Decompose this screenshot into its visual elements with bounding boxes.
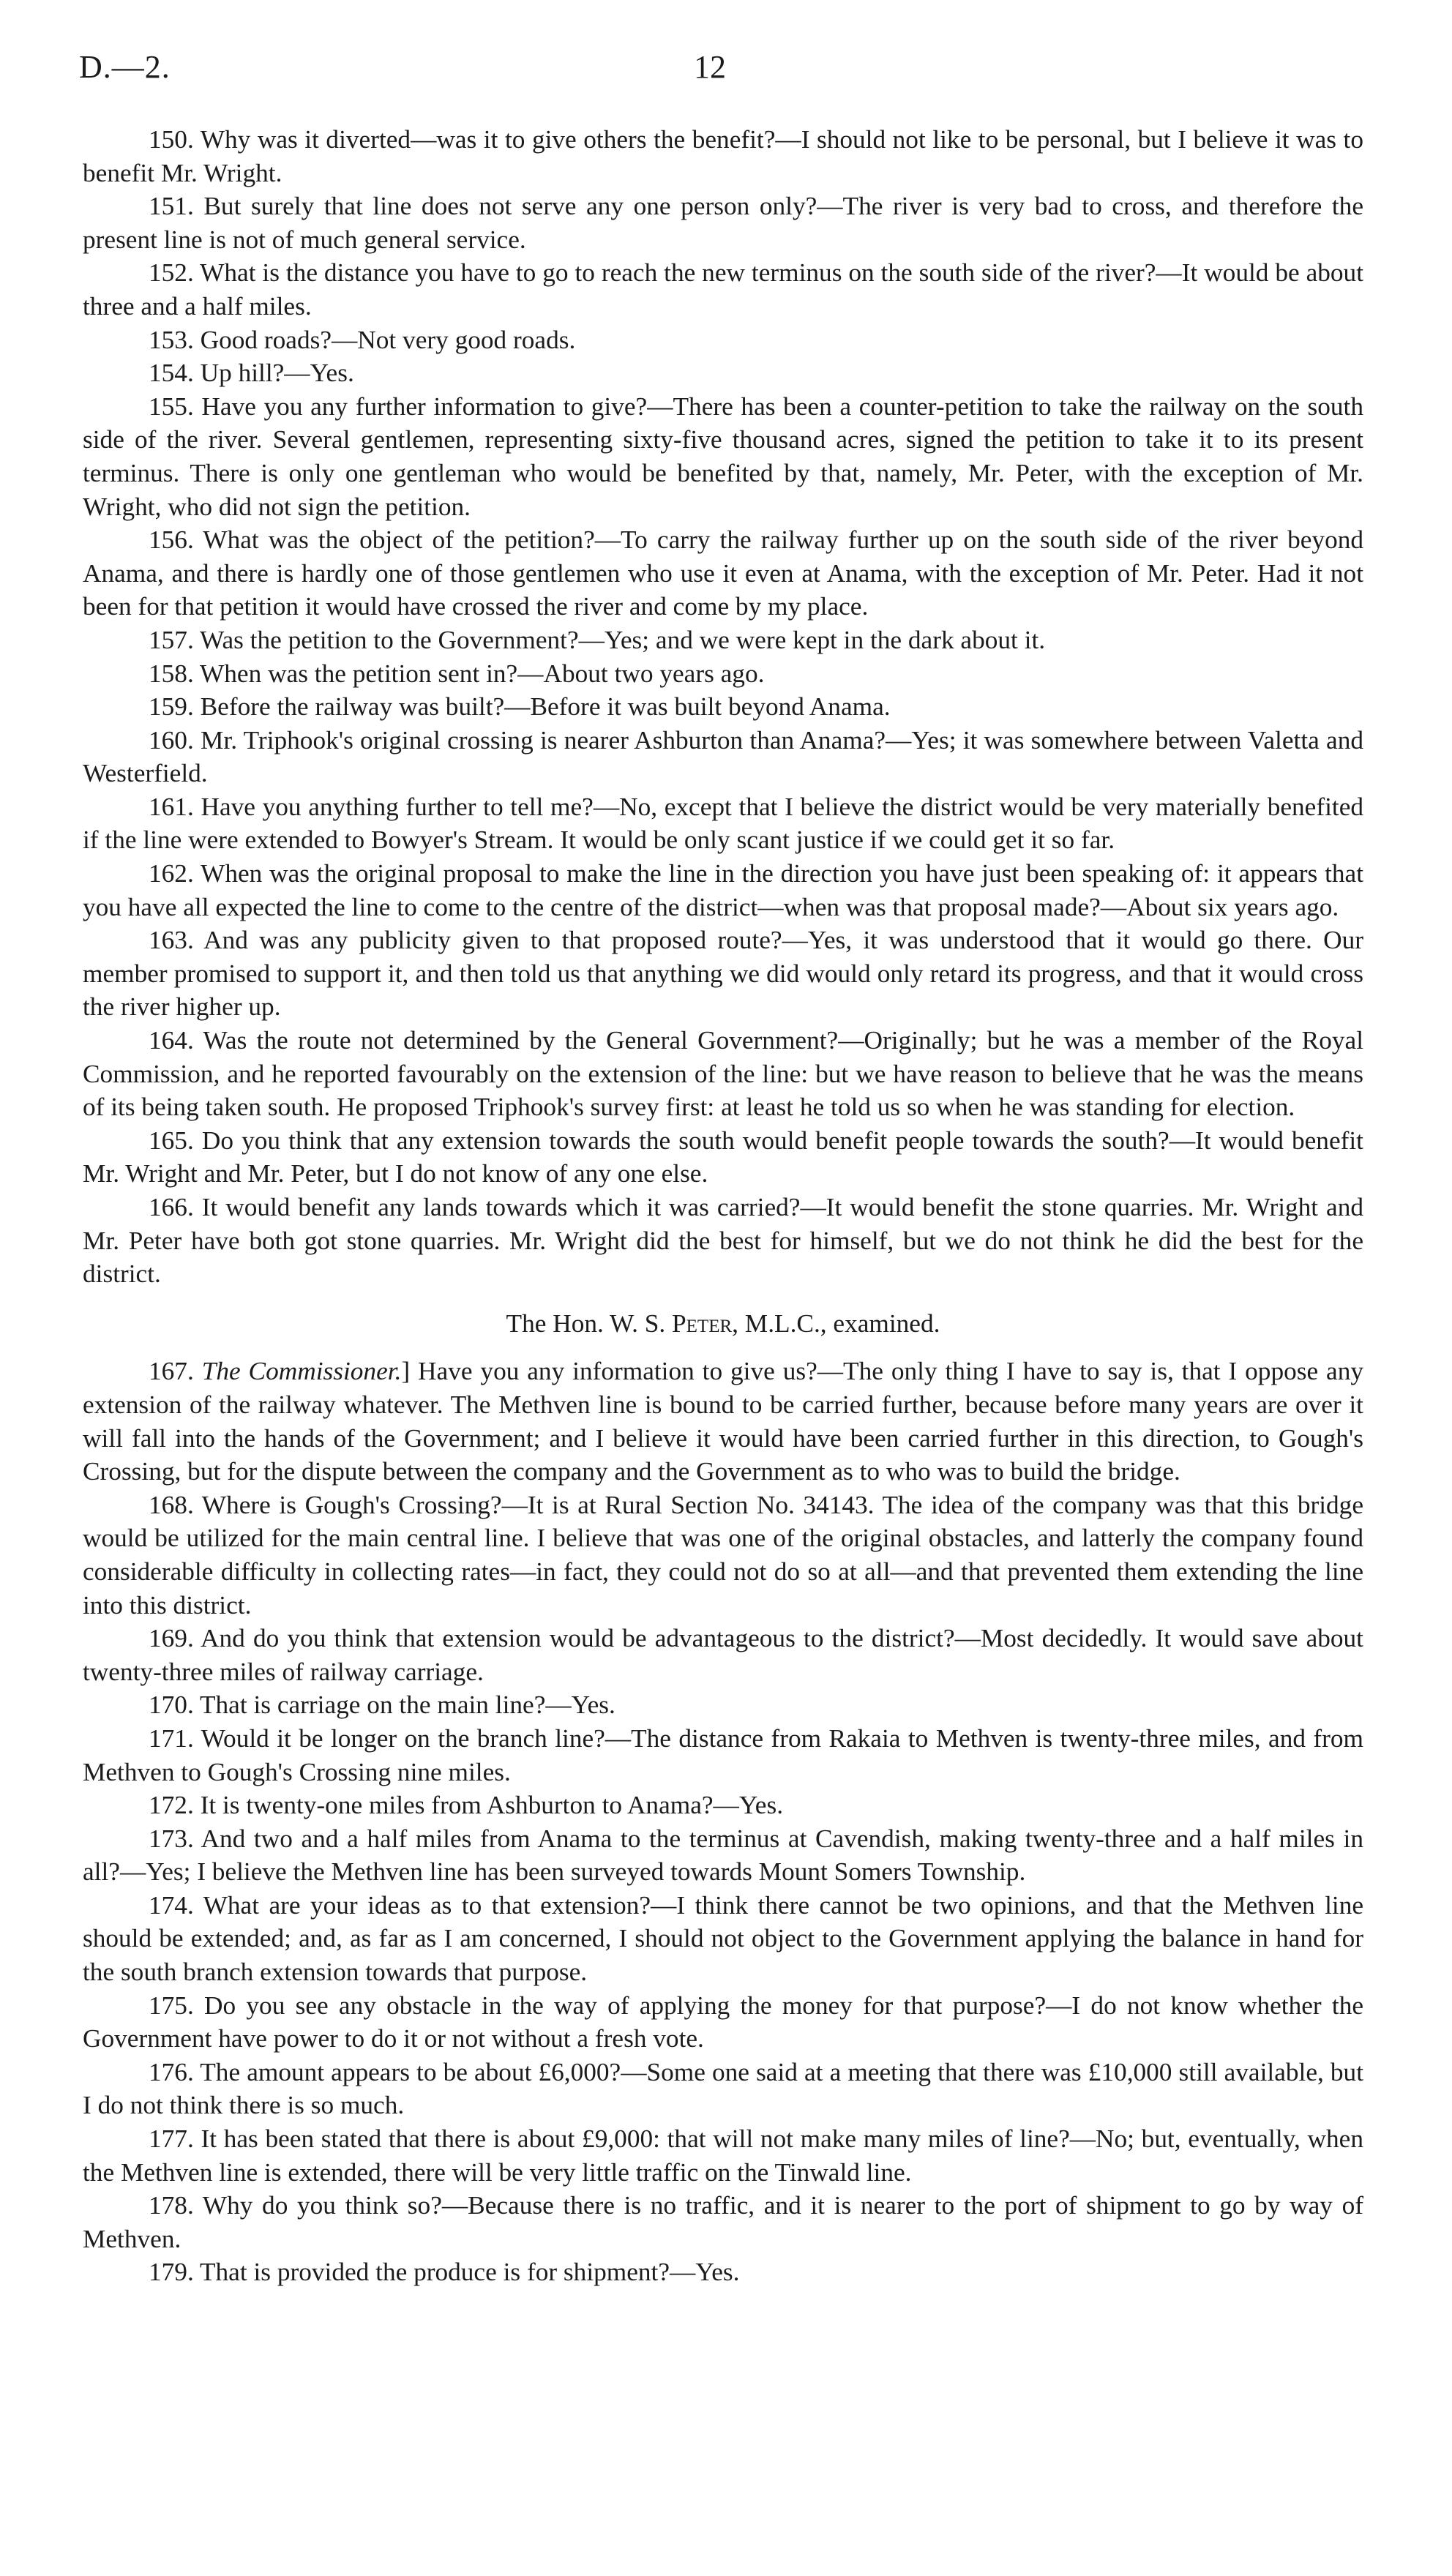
question-paragraph bbox=[83, 1489, 1363, 1622]
question-text: It has been stated that there is about £9,000: that will not make many miles of line?—No; but, eventually, when the Methven line is extended, there will be very little traffic on the Tinwald line. bbox=[83, 2124, 1363, 2187]
question-number: 165. bbox=[149, 1126, 194, 1155]
question-paragraph bbox=[83, 1622, 1363, 1688]
question-text: That is carriage on the main line?—Yes. bbox=[199, 1690, 615, 1720]
question-number: 164. bbox=[149, 1026, 194, 1055]
question-number: 172. bbox=[149, 1791, 194, 1820]
question-number: 152. bbox=[149, 258, 194, 288]
question-number: 178. bbox=[149, 2191, 194, 2220]
question-text: Before the railway was built?—Before it was built beyond Anama. bbox=[200, 692, 891, 722]
question-paragraph bbox=[83, 1789, 1363, 1822]
question-paragraph bbox=[83, 523, 1363, 624]
evidence-section-1 bbox=[83, 123, 1363, 1291]
question-paragraph bbox=[83, 1191, 1363, 1291]
question-number: 176. bbox=[149, 2057, 194, 2086]
question-text: Was the petition to the Government?—Yes; and we were kept in the dark about it. bbox=[199, 625, 1046, 654]
question-number: 162. bbox=[149, 859, 194, 888]
page-number: 12 bbox=[694, 49, 726, 85]
question-text: And was any publicity given to that proposed route?—Yes, it was understood that it would go there. Our member promised to support it, and then told us that anything we did would only retard its progress, and that it would cross the river higher up. bbox=[83, 926, 1363, 1022]
question-paragraph bbox=[83, 1688, 1363, 1722]
question-text: ] Have you any information to give us?—The only thing I have to say is, that I oppose any extension of the railway whatever. The Methven line is bound to be carried further, because before many years are over it will fall into the hands of the Government; and I believe it would have been carried further in this direction, to Gough's Crossing, but for the dispute between the company and the Government as to who was to build the bridge. bbox=[83, 1357, 1363, 1486]
question-paragraph bbox=[83, 1124, 1363, 1191]
question-text: Mr. Triphook's original crossing is nearer Ashburton than Anama?—Yes; it was somewhere between Valetta and Westerfield. bbox=[83, 725, 1363, 788]
question-text: It is twenty-one miles from Ashburton to Anama?—Yes. bbox=[200, 1791, 784, 1820]
question-number: 153. bbox=[149, 325, 194, 354]
question-number: 174. bbox=[149, 1890, 194, 1920]
witness-heading-prefix: The Hon. W. S. bbox=[506, 1308, 673, 1338]
question-number: 173. bbox=[149, 1824, 194, 1853]
question-paragraph bbox=[83, 2122, 1363, 2189]
question-text: When was the original proposal to make the line in the direction you have just been speaking of: it appears that you have all expected the line to come to the centre of the district—when was that proposal made?—About six years ago. bbox=[83, 859, 1363, 921]
question-paragraph bbox=[83, 790, 1363, 857]
question-number: 154. bbox=[149, 359, 194, 388]
question-number: 161. bbox=[149, 792, 194, 821]
question-paragraph bbox=[83, 2255, 1363, 2289]
evidence-section-2 bbox=[83, 1489, 1363, 2289]
question-text: And two and a half miles from Anama to the terminus at Cavendish, making twenty-three and a half miles in all?—Yes; I believe the Methven line has been surveyed towards Mount Somers Township. bbox=[83, 1824, 1363, 1887]
question-paragraph bbox=[83, 724, 1363, 790]
question-number: 171. bbox=[149, 1723, 194, 1753]
question-text: Why do you think so?—Because there is no traffic, and it is nearer to the port of shipment to go by way of Methven. bbox=[83, 2191, 1363, 2253]
question-paragraph bbox=[83, 390, 1363, 523]
witness-heading bbox=[83, 1307, 1363, 1341]
witness-surname: Peter bbox=[672, 1308, 733, 1338]
question-text: Was the route not determined by the General Government?—Originally; but he was a member of the Royal Commission, and he reported favourably on the extension of the line: but we have reason to believe that he was the means of its being taken south. He proposed Triphook's survey first: at least he told us so when he was standing for election. bbox=[83, 1026, 1363, 1122]
question-text: But surely that line does not serve any one person only?—The river is very bad to cross, and therefore the present line is not of much general service. bbox=[83, 192, 1363, 254]
question-paragraph bbox=[83, 657, 1363, 691]
question-text: What was the object of the petition?—To carry the railway further up on the south side of the river beyond Anama, and there is hardly one of those gentlemen who use it even at Anama, with the exception of Mr. Peter. Had it not been for that petition it would have crossed the river and come by my place. bbox=[83, 525, 1364, 621]
question-number: 150. bbox=[149, 125, 194, 154]
question-paragraph bbox=[83, 924, 1363, 1024]
question-paragraph bbox=[83, 356, 1363, 390]
question-number: 151. bbox=[149, 192, 194, 221]
question-number: 157. bbox=[149, 625, 194, 654]
question-text: What is the distance you have to go to reach the new terminus on the south side of the river?—It would be about three and a half miles. bbox=[83, 258, 1363, 321]
question-paragraph bbox=[83, 1889, 1363, 1989]
question-text: Up hill?—Yes. bbox=[200, 359, 354, 388]
question-number: 169. bbox=[149, 1624, 194, 1653]
question-number: 177. bbox=[149, 2124, 194, 2154]
question-paragraph bbox=[83, 1989, 1363, 2056]
page-body bbox=[83, 123, 1363, 2289]
question-paragraph bbox=[83, 1822, 1363, 1889]
question-paragraph bbox=[83, 2056, 1363, 2122]
question-text: Do you see any obstacle in the way of applying the money for that purpose?—I do not know whether the Government have power to do it or not without a fresh vote. bbox=[83, 1991, 1364, 2053]
question-paragraph bbox=[83, 857, 1363, 924]
question-number: 155. bbox=[149, 392, 194, 421]
question-text: It would benefit any lands towards which it was carried?—It would benefit the stone quarries. Mr. Wright and Mr. Peter have both got stone quarries. Mr. Wright did the best for himself, but we do not think he did the best for the district. bbox=[83, 1193, 1363, 1289]
question-text: Have you anything further to tell me?—No, except that I believe the district would be very materially benefited if the line were extended to Bowyer's Stream. It would be only scant justice if we could get it so far. bbox=[83, 792, 1364, 855]
question-text: Have you any further information to give?—There has been a counter-petition to take the railway on the south side of the river. Several gentlemen, representing sixty-five thousand acres, signed the petition to take it to its present terminus. There is only one gentleman who would be benefited by that, namely, Mr. Peter, with the exception of Mr. Wright, who did not sign the petition. bbox=[83, 392, 1363, 521]
question-number: 175. bbox=[149, 1991, 194, 2020]
speaker-label: The Commissioner. bbox=[201, 1357, 402, 1386]
question-number: 163. bbox=[149, 926, 194, 955]
question-text: Where is Gough's Crossing?—It is at Rural Section No. 34143. The idea of the company was that this bridge would be utilized for the main central line. I believe that was one of the original obstacles, and latterly the company found considerable difficulty in collecting rates—in fact, they could not do so at all—and that prevented them extending the line into this district. bbox=[83, 1490, 1363, 1620]
question-number: 166. bbox=[149, 1193, 194, 1221]
question-paragraph bbox=[83, 1355, 1363, 1488]
question-paragraph bbox=[83, 624, 1363, 657]
document-reference: D.—2. bbox=[79, 49, 171, 85]
question-paragraph bbox=[83, 323, 1363, 357]
question-text: Good roads?—Not very good roads. bbox=[200, 325, 576, 354]
question-number: 167. bbox=[149, 1357, 194, 1386]
question-number: 179. bbox=[149, 2258, 194, 2287]
question-paragraph bbox=[83, 690, 1363, 724]
question-text: When was the petition sent in?—About two years ago. bbox=[199, 659, 765, 688]
question-number: 158. bbox=[149, 659, 194, 688]
witness-heading-suffix: , M.L.C., examined. bbox=[732, 1308, 940, 1338]
question-paragraph bbox=[83, 123, 1363, 190]
question-number: 156. bbox=[149, 525, 194, 555]
question-text: The amount appears to be about £6,000?—Some one said at a meeting that there was £10,000 still available, but I do not think there is so much. bbox=[83, 2057, 1363, 2120]
question-text: Why was it diverted—was it to give others the benefit?—I should not like to be personal, but I believe it was to benefit Mr. Wright. bbox=[83, 125, 1363, 187]
question-paragraph bbox=[83, 256, 1363, 323]
question-paragraph bbox=[83, 1722, 1363, 1789]
question-paragraph bbox=[83, 2189, 1363, 2255]
question-number: 159. bbox=[149, 692, 194, 722]
question-text: Do you think that any extension towards the south would benefit people towards the south?—It would benefit Mr. Wright and Mr. Peter, but I do not know of any one else. bbox=[83, 1126, 1363, 1188]
question-text: And do you think that extension would be advantageous to the district?—Most decidedly. It would save about twenty-three miles of railway carriage. bbox=[83, 1624, 1363, 1686]
question-number: 160. bbox=[149, 725, 194, 755]
question-paragraph bbox=[83, 1024, 1363, 1124]
question-paragraph bbox=[83, 190, 1363, 256]
question-number: 168. bbox=[149, 1490, 194, 1519]
question-text: What are your ideas as to that extension?—I think there cannot be two opinions, and that the Methven line should be extended; and, as far as I am concerned, I should not object to the Government applying the balance in hand for the south branch extension towards that purpose. bbox=[83, 1890, 1364, 1987]
question-text: Would it be longer on the branch line?—The distance from Rakaia to Methven is twenty-three miles, and from Methven to Gough's Crossing nine miles. bbox=[83, 1723, 1364, 1786]
question-text: That is provided the produce is for shipment?—Yes. bbox=[199, 2258, 740, 2287]
question-number: 170. bbox=[149, 1690, 194, 1720]
